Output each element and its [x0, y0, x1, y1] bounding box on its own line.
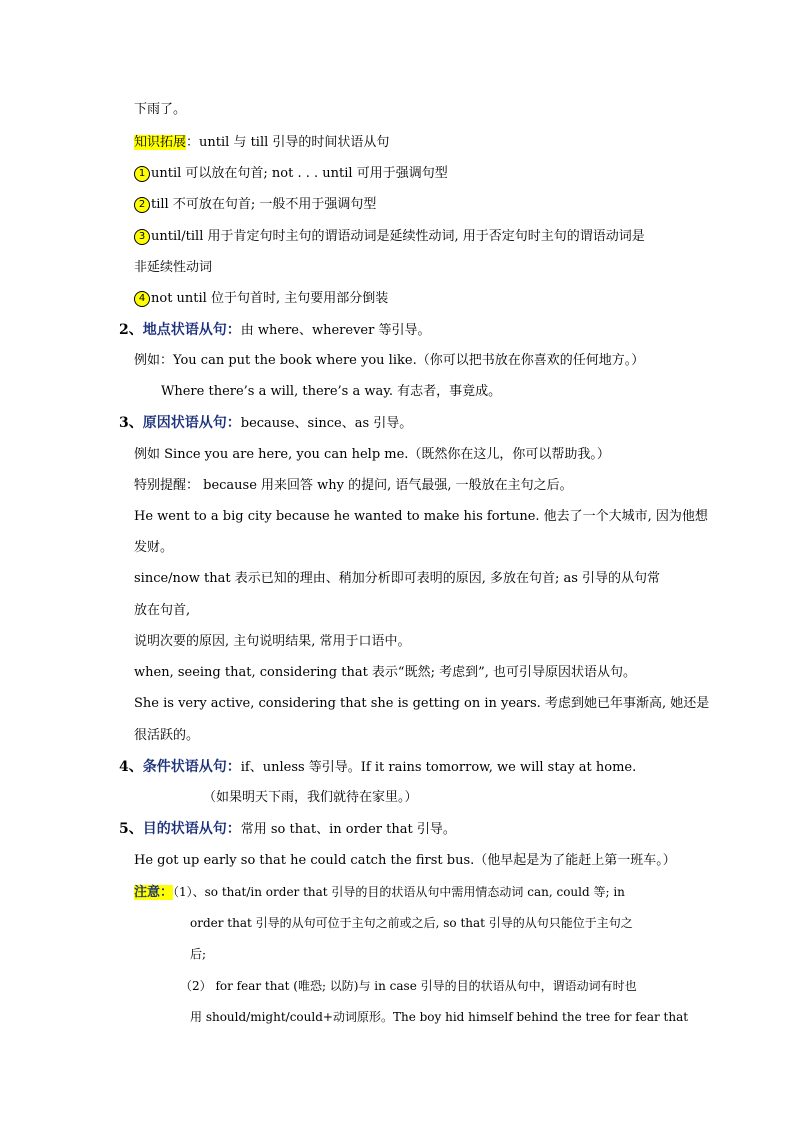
- numbered-item: [134, 290, 388, 308]
- text-line: order that 引导的从句可位于主句之前或之后, so that 引导的从句只能位于主句之: [190, 916, 633, 930]
- text-line: ：until 与 till 引导的时间状语从句: [186, 135, 390, 150]
- knowledge-extension-line: [134, 134, 389, 152]
- section-heading-4: [119, 758, 636, 777]
- text-line: until/till 用于肯定句时主句的谓语动词是延续性动词, 用于否定句时主句的谓语动词是: [151, 229, 645, 244]
- text-line: He went to a big city because he wanted to make his fortune. 他去了一个大城市, 因为他想: [134, 509, 708, 524]
- text-line: 很活跃的。: [134, 728, 200, 743]
- text-line: 放在句首,: [134, 603, 191, 618]
- text-line: 非延续性动词: [134, 260, 213, 275]
- text-line: 例如：You can put the book where you like.（你可以把书放在你喜欢的任何地方。）: [134, 353, 645, 368]
- text-line: 下雨了。: [134, 102, 187, 117]
- knowledge-extension-label: 知识拓展: [134, 135, 187, 150]
- circled-number-3: 3: [134, 229, 150, 245]
- heading-title: 地点状语从句：: [142, 322, 241, 338]
- heading-number: 2、: [119, 322, 143, 338]
- text-line: He got up early so that he could catch the first bus.（他早起是为了能赶上第一班车。）: [134, 853, 676, 868]
- circled-number-1: 1: [134, 166, 150, 182]
- text-line: （2） for fear that (唯恐; 以防)与 in case 引导的目的状语从句中，谓语动词有时也: [180, 979, 637, 993]
- numbered-item: [134, 165, 448, 183]
- heading-title: 目的状语从句：: [142, 821, 241, 837]
- numbered-item: [134, 228, 645, 246]
- text-line: Where there’s a will, there’s a way. 有志者，事竟成。: [161, 384, 502, 399]
- text-line: （如果明天下雨，我们就待在家里。）: [203, 790, 418, 805]
- text-line: not until 位于句首时, 主句要用部分倒装: [151, 291, 389, 306]
- circled-number-2: 2: [134, 197, 150, 213]
- heading-text: because、since、as 引导。: [240, 416, 413, 431]
- numbered-item: [134, 196, 376, 214]
- heading-text: if、unless 等引导。If it rains tomorrow, we will stay at home.: [240, 760, 637, 775]
- heading-text: 常用 so that、in order that 引导。: [240, 822, 456, 837]
- text-line: till 不可放在句首; 一般不用于强调句型: [151, 197, 377, 212]
- heading-number: 3、: [119, 415, 143, 431]
- heading-title: 原因状语从句：: [142, 415, 241, 431]
- heading-title: 条件状语从句：: [142, 759, 241, 775]
- text-line: 发财。: [134, 540, 174, 555]
- text-line: 后;: [190, 947, 207, 961]
- section-heading-3: [119, 414, 412, 433]
- text-line: 用 should/might/could+动词原形。The boy hid himself behind the tree for fear that: [190, 1010, 689, 1024]
- text-line: 特别提醒： because 用来回答 why 的提问, 语气最强, 一般放在主句之后。: [134, 478, 573, 493]
- text-line: （1）、so that/in order that 引导的目的状语从句中需用情态动词 can, could 等; in: [173, 885, 625, 899]
- heading-number: 5、: [119, 821, 143, 837]
- circled-number-4: 4: [134, 291, 150, 307]
- heading-number: 4、: [119, 759, 143, 775]
- note-line: [134, 883, 625, 902]
- section-heading-5: [119, 820, 456, 839]
- text-line: She is very active, considering that she is getting on in years. 考虑到她已年事渐高, 她还是: [134, 696, 710, 711]
- heading-text: 由 where、wherever 等引导。: [240, 323, 431, 338]
- text-line: when, seeing that, considering that 表示“既然; 考虑到”, 也可引导原因状语从句。: [134, 665, 637, 680]
- text-line: 例如 Since you are here, you can help me.（既然你在这儿，你可以帮助我。）: [134, 447, 610, 462]
- section-heading-2: [119, 321, 430, 340]
- text-line: until 可以放在句首; not . . . until 可用于强调句型: [151, 166, 448, 181]
- text-line: 说明次要的原因, 主句说明结果, 常用于口语中。: [134, 634, 411, 649]
- text-line: since/now that 表示已知的理由、稍加分析即可表明的原因, 多放在句首; as 引导的从句常: [134, 571, 661, 586]
- note-label: 注意：: [134, 885, 174, 900]
